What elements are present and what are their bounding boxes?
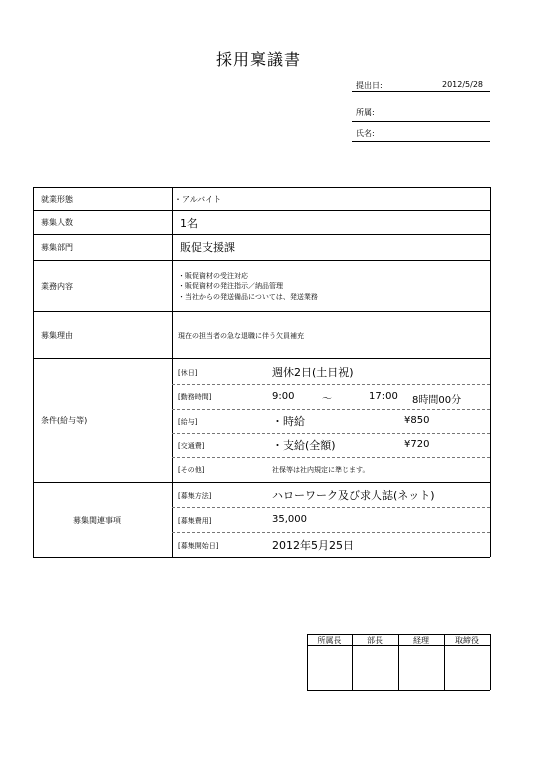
hours-total: 8時間00分 — [412, 395, 462, 406]
duties-line-1: ・販促資材の受注対応 — [178, 272, 248, 280]
conditions-dotted-3 — [172, 433, 490, 434]
hours-label: [勤務時間] — [178, 393, 212, 401]
approval-right-border — [490, 634, 491, 690]
approval-header-director: 部長 — [367, 636, 383, 645]
recruitment-dotted-1 — [172, 507, 490, 508]
approval-bottom-border — [307, 690, 490, 691]
other-label: [その他] — [178, 466, 205, 474]
holiday-value: 週休2日(土日祝) — [272, 366, 354, 379]
reason-value: 現在の担当者の急な退職に伴う欠員補充 — [178, 332, 304, 340]
dept-row-label: 募集部門 — [41, 243, 73, 252]
cost-value: 35,000 — [272, 514, 307, 525]
duties-line-3: ・当社からの発送備品については、発送業務 — [178, 293, 318, 301]
table-bottom-border — [33, 557, 490, 558]
method-value: ハローワーク及び求人誌(ネット) — [272, 489, 435, 502]
pay-label: [給与] — [178, 418, 198, 426]
conditions-dotted-2 — [172, 409, 490, 410]
duties-label: 業務内容 — [41, 282, 73, 291]
conditions-label: 条件(給与等) — [41, 416, 88, 425]
recruitment-label: 募集関連事項 — [73, 516, 121, 525]
table-left-border — [33, 187, 34, 557]
employment-type-value: ・アルバイト — [174, 195, 222, 204]
transport-amount: ¥720 — [404, 439, 430, 450]
duties-line-2: ・販促資材の発注指示／納品管理 — [178, 282, 283, 290]
dept-row-value: 販促支援課 — [180, 241, 235, 254]
headcount-value: 1名 — [180, 217, 198, 230]
table-column-divider — [172, 187, 173, 557]
hours-end: 17:00 — [369, 391, 398, 402]
approval-header-manager: 所属長 — [317, 636, 342, 645]
table-row-line-3 — [33, 260, 490, 261]
start-label: [募集開始日] — [178, 542, 219, 550]
conditions-dotted-1 — [172, 384, 490, 385]
table-row-line-1 — [33, 210, 490, 211]
other-value: 社保等は社内規定に準じます。 — [272, 466, 370, 474]
submit-date-label: 提出日: — [356, 81, 383, 90]
start-value: 2012年5月25日 — [272, 539, 354, 552]
method-label: [募集方法] — [178, 492, 212, 500]
transport-label: [交通費] — [178, 442, 205, 450]
cost-label: [募集費用] — [178, 517, 212, 525]
pay-amount: ¥850 — [404, 415, 430, 426]
table-row-line-4 — [33, 311, 490, 312]
name-label: 氏名: — [356, 129, 375, 138]
approval-header-accounting: 経理 — [413, 636, 429, 645]
table-row-line-2 — [33, 234, 490, 235]
table-top-border — [33, 187, 490, 188]
document-title: 採用稟議書 — [216, 50, 302, 69]
dept-label: 所属: — [356, 108, 375, 117]
approval-header-executive: 取締役 — [455, 636, 479, 645]
recruitment-dotted-2 — [172, 532, 490, 533]
headcount-label: 募集人数 — [41, 218, 73, 227]
pay-value: ・時給 — [272, 415, 305, 428]
holiday-label: [休日] — [178, 369, 198, 377]
name-underline — [352, 141, 490, 142]
conditions-dotted-4 — [172, 457, 490, 458]
hours-start: 9:00 — [272, 391, 295, 402]
table-right-border — [490, 187, 491, 557]
transport-value: ・支給(全額) — [272, 439, 336, 452]
dept-underline — [352, 121, 490, 122]
table-row-line-6 — [33, 482, 490, 483]
reason-label: 募集理由 — [41, 331, 73, 340]
employment-type-label: 就業形態 — [41, 195, 73, 204]
submit-date-underline — [352, 91, 490, 92]
hours-separator: 〜 — [322, 394, 332, 405]
submit-date-value: 2012/5/28 — [442, 80, 484, 89]
table-row-line-5 — [33, 358, 490, 359]
